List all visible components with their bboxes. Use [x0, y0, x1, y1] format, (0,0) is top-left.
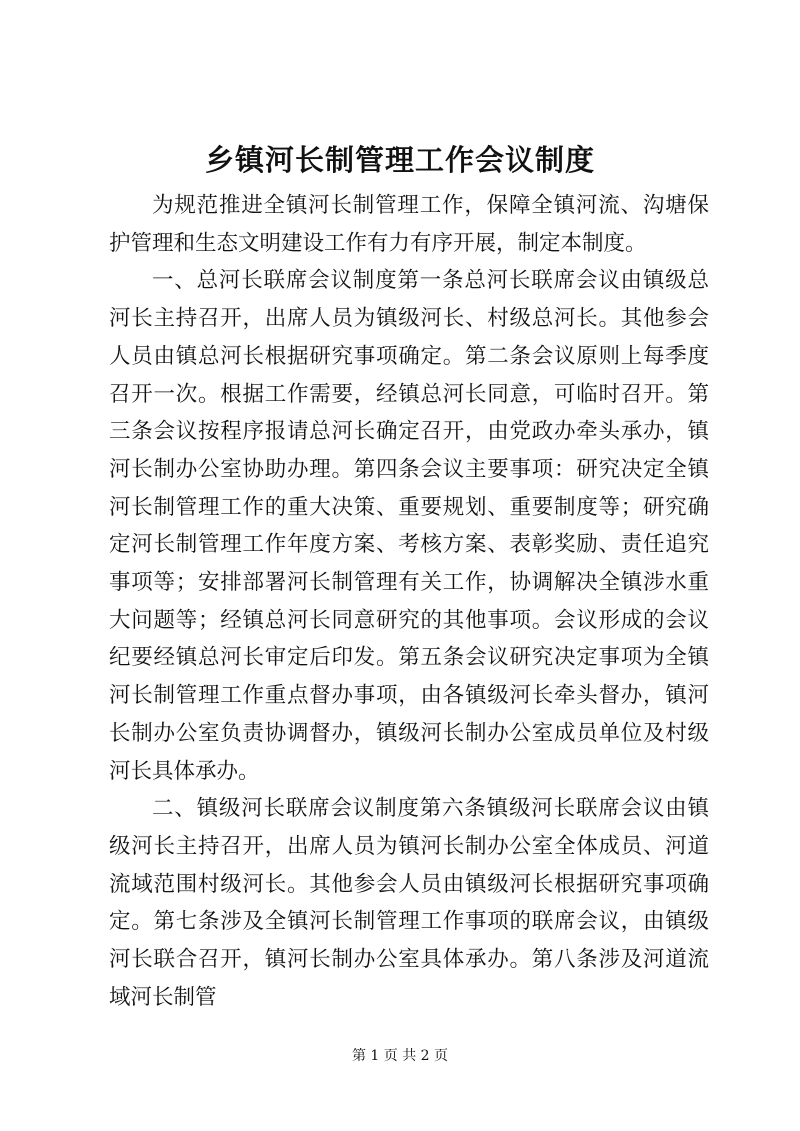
page-footer: 第 1 页 共 2 页	[351, 1048, 449, 1064]
document-body	[109, 187, 709, 1016]
paragraph-section-1: 一、总河长联席会议制度第一条总河长联席会议由镇级总河长主持召开，出席人员为镇级河长、村级总河长。其他参会人员由镇总河长根据研究事项确定。第二条会议原则上每季度召开一次。根据工作需要，经镇总河长同意，可临时召开。第三条会议按程序报请总河长确定召开，由党政办牵头承办，镇河长制办公室协助办理。第四条会议主要事项：研究决定全镇河长制管理工作的重大决策、重要规划、重要制度等；研究确定河长制管理工作年度方案、考核方案、表彰奖励、责任追究事项等；安排部署河长制管理有关工作，协调解决全镇涉水重大问题等；经镇总河长同意研究的其他事项。会议形成的会议纪要经镇总河长审定后印发。第五条会议研究决定事项为全镇河长制管理工作重点督办事项，由各镇级河长牵头督办，镇河长制办公室负责协调督办，镇级河长制办公室成员单位及村级河长具体承办。	[109, 268, 709, 784]
paragraph-intro: 为规范推进全镇河长制管理工作，保障全镇河流、沟塘保护管理和生态文明建设工作有力有序开展，制定本制度。	[109, 193, 709, 256]
paragraph-section-2: 二、镇级河长联席会议制度第六条镇级河长联席会议由镇级河长主持召开，出席人员为镇河长制办公室全体成员、河道流域范围村级河长。其他参会人员由镇级河长根据研究事项确定。第七条涉及全镇河长制管理工作事项的联席会议，由镇级河长联合召开，镇河长制办公室具体承办。第八条涉及河道流域河长制管	[109, 796, 709, 1010]
page-title: 乡镇河长制管理工作会议制度	[204, 143, 595, 177]
